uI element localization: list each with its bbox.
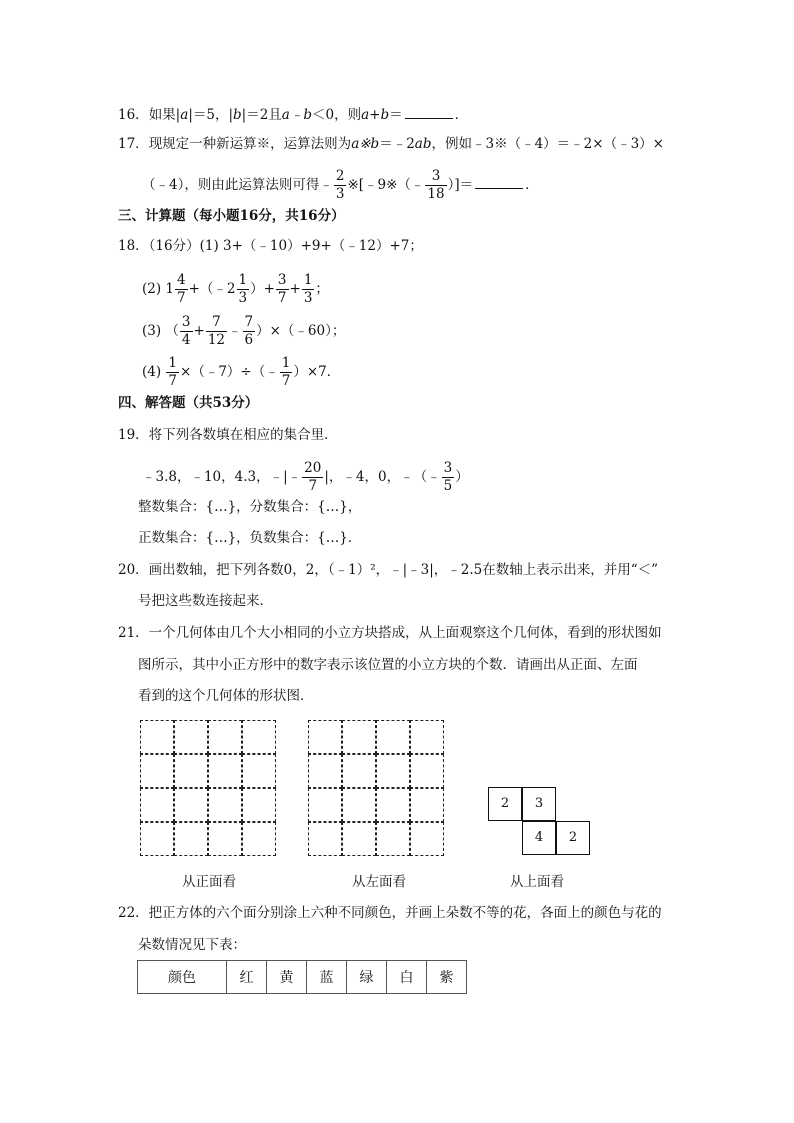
q18-part3: (3) （ $\frac{3}{4}$ + $\frac{7}{12}$ ﹣ $\frac{7}{6}$ ）×（﹣60）； [142,314,346,348]
fraction: $\frac{7}{6}$ [244,314,254,348]
fraction: $\frac{7}{12}$ [207,314,226,348]
q19-numbers: ﹣3.8，﹣10，4.3，﹣|﹣ $\frac{20}{7}$ |，﹣4，0，﹣（﹣ $\frac{3}{5}$ ） [142,460,469,494]
top-view-figure [488,787,592,857]
grid-cell[interactable] [376,788,410,822]
q18-part1: 18．（16分）(1) 3+（﹣10）+9+（﹣12）+7； [118,238,423,254]
grid-cell[interactable] [410,754,444,788]
q22-line2: 朵数情况见下表： [138,937,246,953]
grid-cell[interactable] [342,822,376,856]
grid-cell[interactable] [376,754,410,788]
q21-line1: 21．一个几何体由几个大小相同的小立方块搭成，从上面观察这个几何体，看到的形状图如 [118,625,662,641]
table-cell: 绿 [347,961,387,994]
grid-cell[interactable] [174,822,208,856]
grid-cell[interactable] [140,788,174,822]
grid-cell[interactable] [308,822,342,856]
grid-cell[interactable] [208,720,242,754]
fraction: $\frac{3}{18}$ [427,168,445,202]
q18-part2: (2) 1 $\frac{4}{7}$ +（﹣2 $\frac{1}{3}$ ）+ $\frac{3}{7}$ + $\frac{1}{3}$ ； [142,272,329,306]
q20-line1: 20．画出数轴，把下列各数0，2，（﹣1）²，﹣|﹣3|，﹣2.5在数轴上表示出来，并用“＜” [118,562,659,578]
fraction: $\frac{4}{7}$ [177,272,186,306]
fraction: $\frac{1}{3}$ [303,272,313,306]
grid-cell[interactable] [410,822,444,856]
q16: 16．如果|a|＝5，|b|＝2且a﹣b＜0，则a+b＝ ． [118,104,468,125]
grid-cell[interactable] [140,754,174,788]
table-cell: 黄 [267,961,307,994]
top-view-cell: 2 [488,787,522,821]
grid-cell[interactable] [242,720,276,754]
front-view-grid[interactable] [140,720,276,856]
q21-line2: 图所示，其中小正方形中的数字表示该位置的小立方块的个数．请画出从正面、左面 [138,657,638,673]
fraction: $\frac{2}{3}$ [335,168,345,202]
q20-line2: 号把这些数连接起来． [138,593,273,609]
table-row [138,961,467,994]
grid-cell[interactable] [308,754,342,788]
grid-cell[interactable] [376,822,410,856]
table-cell: 蓝 [307,961,347,994]
grid-cell[interactable] [342,788,376,822]
section-4-title: 四、解答题（共53分） [118,395,259,411]
fraction: $\frac{1}{7}$ [281,355,291,389]
grid-cell[interactable] [342,754,376,788]
grid-cell[interactable] [242,754,276,788]
q19-line1: 19．将下列各数填在相应的集合里． [118,427,338,443]
grid-cell[interactable] [208,788,242,822]
grid-cell[interactable] [242,822,276,856]
grid-cell[interactable] [376,720,410,754]
q17-line1: 17．现规定一种新运算※，运算法则为a※b＝﹣2ab，例如﹣3※（﹣4）＝﹣2×（﹣3）× [118,136,664,152]
section-3-title: 三、计算题（每小题16分，共16分） [118,208,345,224]
q22-line1: 22．把正方体的六个面分别涂上六种不同颜色，并画上朵数不等的花，各面上的颜色与花的 [118,905,662,921]
top-view-cell: 4 [522,821,556,855]
answer-blank[interactable] [405,104,453,119]
fraction: $\frac{1}{7}$ [168,355,178,389]
grid-cell[interactable] [410,720,444,754]
fraction: $\frac{3}{7}$ [277,272,287,306]
top-view-cell: 2 [556,821,590,855]
grid-cell[interactable] [410,788,444,822]
grid-cell[interactable] [242,788,276,822]
grid-cell[interactable] [308,720,342,754]
q17-line2: （﹣4），则由此运算法则可得﹣ $\frac{2}{3}$ ※[﹣9※（﹣ $\frac{3}{18}$ ）]＝ ． [142,168,539,202]
grid-cell[interactable] [208,754,242,788]
grid-cell[interactable] [140,720,174,754]
grid-cell[interactable] [342,720,376,754]
q19-set-line1: 整数集合：{…}，分数集合：{…}， [138,499,362,515]
table-cell: 白 [387,961,427,994]
table-cell: 红 [227,961,267,994]
grid-cell[interactable] [140,822,174,856]
q18-part4: (4) $\frac{1}{7}$ ×（﹣7）÷（﹣ $\frac{1}{7}$ ）×7． [142,355,341,389]
fraction: $\frac{1}{3}$ [238,272,248,306]
front-view-caption: 从正面看 [182,874,236,890]
table-header-cell: 颜色 [138,961,227,994]
grid-cell[interactable] [174,788,208,822]
grid-cell[interactable] [308,788,342,822]
grid-cell[interactable] [208,822,242,856]
top-view-cell: 3 [522,787,556,821]
fraction: $\frac{20}{7}$ [304,460,322,494]
q19-set-line2: 正数集合：{…}，负数集合：{…}． [138,530,362,546]
fraction: $\frac{3}{5}$ [443,460,453,494]
left-view-grid[interactable] [308,720,444,856]
grid-cell[interactable] [174,720,208,754]
table-cell: 紫 [427,961,467,994]
color-table [137,960,467,994]
grid-cell[interactable] [174,754,208,788]
fraction: $\frac{3}{4}$ [181,314,191,348]
q21-line3: 看到的这个几何体的形状图． [138,688,314,704]
top-view-caption: 从上面看 [510,874,564,890]
answer-blank[interactable] [475,174,523,189]
left-view-caption: 从左面看 [352,874,406,890]
